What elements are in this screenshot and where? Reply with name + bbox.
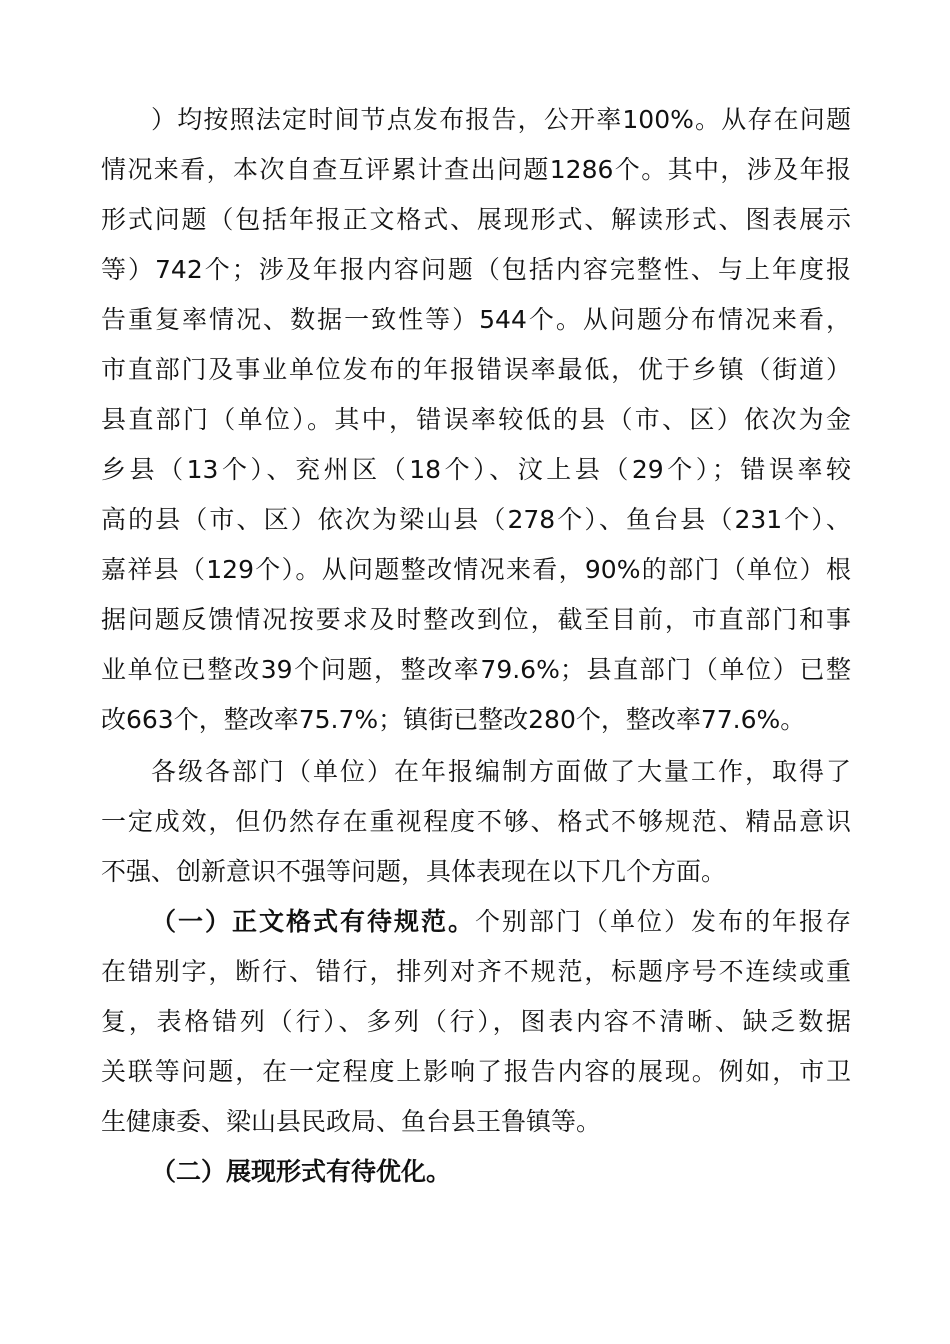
- text-line: [101, 445, 851, 495]
- text-line: [101, 1047, 851, 1097]
- line-text: 市直部门及事业单位发布的年报错误率最低，优于乡镇（街道）: [101, 355, 851, 384]
- text-line: [101, 495, 851, 545]
- text-line: [101, 997, 851, 1047]
- text-line: [101, 395, 851, 445]
- text-line: [101, 295, 851, 345]
- line-text: 各级各部门（单位）在年报编制方面做了大量工作，取得了: [151, 757, 851, 786]
- text-line: [101, 345, 851, 395]
- text-line: [101, 1097, 851, 1147]
- line-text: 复，表格错列（行）、多列（行），图表内容不清晰、缺乏数据: [101, 1007, 851, 1036]
- text-line: [151, 897, 851, 947]
- line-text: 生健康委、梁山县民政局、鱼台县王鲁镇等。: [101, 1107, 602, 1136]
- line-text: 个别部门（单位）发布的年报存: [475, 907, 851, 936]
- line-text: 业单位已整改39个问题，整改率79.6%；县直部门（单位）已整: [101, 655, 851, 684]
- text-line: [101, 245, 851, 295]
- line-text: 高的县（市、区）依次为梁山县（278个）、鱼台县（231个）、: [101, 505, 851, 534]
- text-line: [101, 545, 851, 595]
- line-text: 告重复率情况、数据一致性等）544个。从问题分布情况来看，: [101, 305, 851, 334]
- line-text: 不强、创新意识不强等问题，具体表现在以下几个方面。: [101, 857, 727, 886]
- line-text: 乡县（13个）、兖州区（18个）、汶上县（29个）；错误率较: [101, 455, 851, 484]
- line-text: 情况来看，本次自查互评累计查出问题1286个。其中，涉及年报: [101, 155, 851, 184]
- line-text: 等）742个；涉及年报内容问题（包括内容完整性、与上年度报: [101, 255, 851, 284]
- text-line: [101, 797, 851, 847]
- line-text: 嘉祥县（129个）。从问题整改情况来看，90%的部门（单位）根: [101, 555, 851, 584]
- text-line: [101, 847, 851, 897]
- text-line: [101, 645, 851, 695]
- line-text: 一定成效，但仍然存在重视程度不够、格式不够规范、精品意识: [101, 807, 851, 836]
- line-text: ）均按照法定时间节点发布报告，公开率100%。从存在问题: [151, 105, 851, 134]
- line-text: 县直部门（单位）。其中，错误率较低的县（市、区）依次为金: [101, 405, 851, 434]
- text-line: [101, 695, 851, 745]
- text-line: [101, 145, 851, 195]
- section-heading-2: （二）展现形式有待优化。: [151, 1157, 452, 1186]
- text-line: [151, 95, 851, 145]
- text-line: [151, 747, 851, 797]
- text-line: [101, 195, 851, 245]
- text-line: [101, 595, 851, 645]
- line-text: 改663个，整改率75.7%；镇街已整改280个，整改率77.6%。: [101, 705, 806, 734]
- text-line: [101, 947, 851, 997]
- text-line: [151, 1147, 851, 1197]
- line-text: 形式问题（包括年报正文格式、展现形式、解读形式、图表展示: [101, 205, 851, 234]
- section-heading-1: （一）正文格式有待规范。: [151, 907, 475, 936]
- line-text: 据问题反馈情况按要求及时整改到位，截至目前，市直部门和事: [101, 605, 851, 634]
- line-text: 关联等问题，在一定程度上影响了报告内容的展现。例如，市卫: [101, 1057, 851, 1086]
- line-text: 在错别字，断行、错行，排列对齐不规范，标题序号不连续或重: [101, 957, 851, 986]
